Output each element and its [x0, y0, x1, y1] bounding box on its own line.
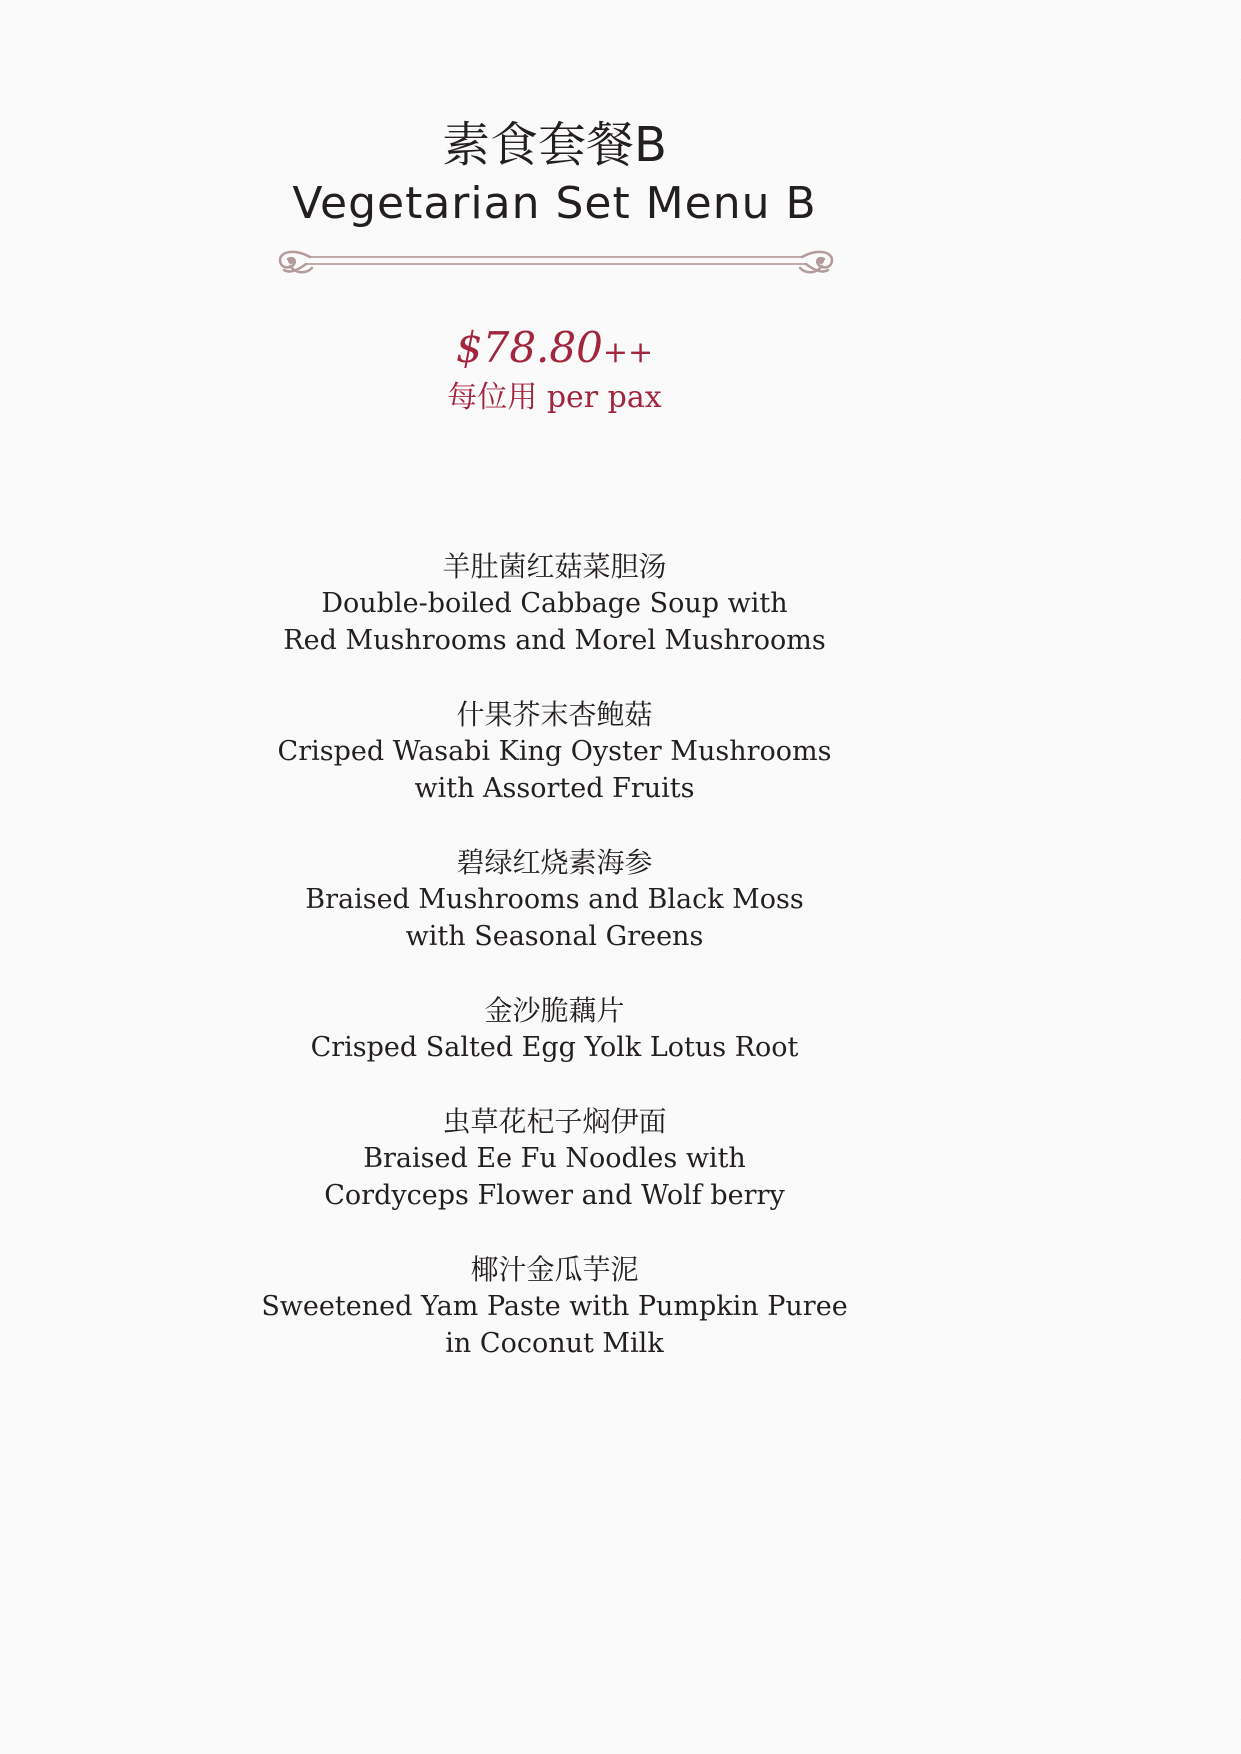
menu-item-english-line: Braised Mushrooms and Black Moss — [305, 884, 804, 915]
price-label — [0, 318, 1109, 383]
menu-item-english-line: Crisped Salted Egg Yolk Lotus Root — [310, 1032, 799, 1063]
menu-item-english-line: with Seasonal Greens — [405, 921, 704, 952]
menu-item-chinese: 虫草花杞子焖伊面 — [442, 1105, 667, 1138]
menu-item-english-line: Crisped Wasabi King Oyster Mushrooms — [277, 736, 832, 767]
menu-item — [0, 1251, 1109, 1362]
menu-item — [0, 1103, 1109, 1214]
menu-item-english-line: Braised Ee Fu Noodles with — [363, 1143, 746, 1174]
menu-title-chinese: 素食套餐B — [442, 117, 667, 173]
ornamental-divider-icon — [276, 244, 836, 278]
menu-item-english-line: in Coconut Milk — [445, 1328, 664, 1359]
menu-item-chinese: 什果芥末杏鲍菇 — [456, 698, 653, 731]
menu-item — [0, 548, 1109, 659]
per-pax-label: 每位用 per pax — [447, 380, 662, 415]
menu-item — [0, 844, 1109, 955]
menu-item-chinese: 羊肚菌红菇菜胆汤 — [442, 550, 667, 583]
menu-item-chinese: 碧绿红烧素海参 — [456, 846, 653, 879]
menu-item-english-line: Cordyceps Flower and Wolf berry — [324, 1180, 785, 1211]
menu-title-english: Vegetarian Set Menu B — [292, 178, 817, 229]
menu-item-chinese: 金沙脆藕片 — [484, 994, 625, 1027]
menu-item — [0, 696, 1109, 807]
menu-item — [0, 992, 1109, 1066]
price-amount: $78.80 — [455, 323, 603, 372]
menu-item-english-line: Double-boiled Cabbage Soup with — [321, 588, 788, 619]
menu-items — [0, 548, 1109, 1399]
menu-item-chinese: 椰汁金瓜芋泥 — [470, 1253, 639, 1286]
price-suffix: ++ — [602, 335, 654, 370]
menu-item-english-line: Red Mushrooms and Morel Mushrooms — [283, 625, 826, 656]
menu-item-english-line: Sweetened Yam Paste with Pumpkin Puree — [261, 1291, 848, 1322]
menu-item-english-line: with Assorted Fruits — [414, 773, 695, 804]
